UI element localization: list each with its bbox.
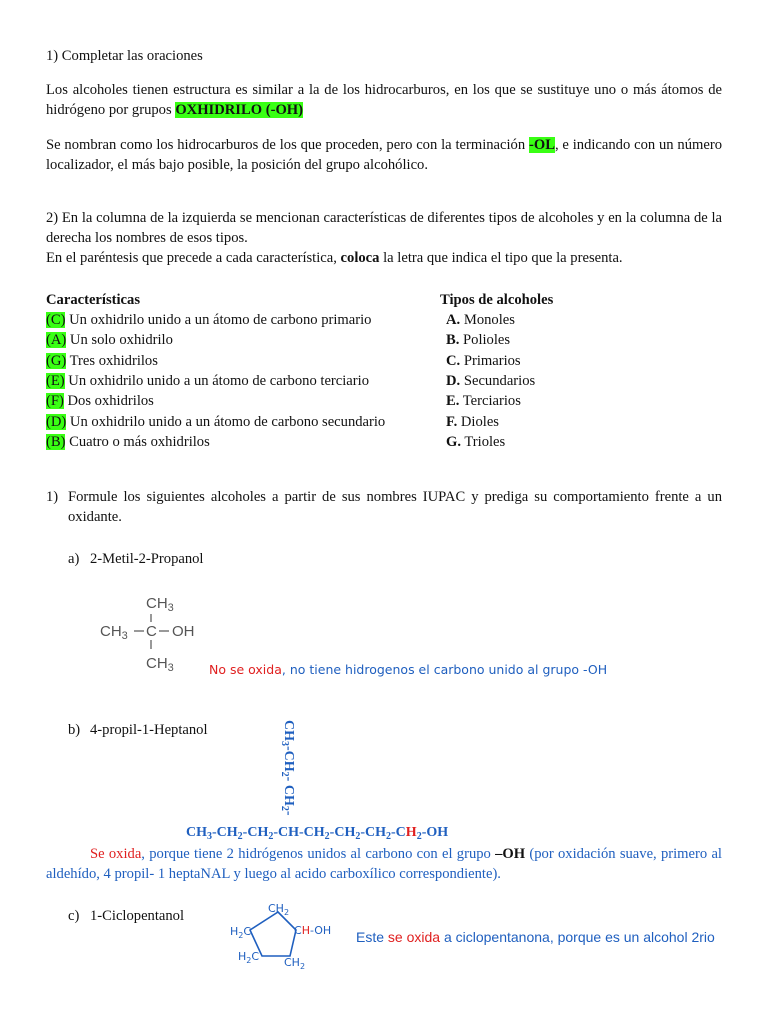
- list-item: (F) Dos oxhidrilos: [46, 393, 154, 409]
- list-item: (E) Un oxhidrilo unido a un átomo de carbono terciario: [46, 373, 370, 389]
- ring-ch2-bottom: $CH_2$: [284, 956, 306, 971]
- ring-h2c-left: $H_2C$: [230, 925, 252, 940]
- section1-paragraph1: [46, 80, 722, 120]
- oh-group: OH: [172, 623, 195, 640]
- list-item: (D) Un oxhidrilo unido a un átomo de carbono secundario: [46, 414, 386, 430]
- cyclopentanol-structure: [226, 898, 346, 972]
- section2-intro: 2) En la columna de la izquierda se mencionan características de diferentes tipos de alcoholes y en la columna de la derecha los nombres de esos tipos.: [46, 210, 722, 246]
- ch3-top: $CH_3$: [146, 595, 174, 614]
- list-item: (A) Un solo oxhidrilo: [46, 332, 173, 348]
- list-item: C. Primarios: [446, 353, 521, 369]
- ring-ch2-top: $CH_2$: [268, 902, 290, 917]
- ol-highlight: -OL: [528, 137, 555, 153]
- list-item: (C) Un oxhidrilo unido a un átomo de carbono primario: [46, 312, 372, 328]
- item-a-label: a): [68, 551, 80, 567]
- list-item: B. Polioles: [446, 332, 511, 348]
- ch3-bottom: $CH_3$: [146, 655, 174, 674]
- ch3-left: $CH_3$: [100, 623, 128, 642]
- p2-after: , e indicando con un número localizador, el más bajo posible, la posición del grupo alcohólico.: [46, 137, 722, 173]
- item-b-name: 4-propil-1-Heptanol: [90, 722, 208, 738]
- propylheptanol-structure: [180, 716, 450, 844]
- characteristics-header: Características: [46, 292, 141, 308]
- oxhidrilo-highlight: OXHIDRILO (-OH): [175, 102, 304, 118]
- ring-h2c-bottom: $H_2C$: [238, 950, 260, 965]
- ring-ch-oh: CH-OH: [294, 924, 332, 937]
- list-item: G. Trioles: [446, 434, 506, 450]
- item-b-answer: Se oxida, porque tiene 2 hidrógenos unidos al carbono con el grupo –OH (por oxidación suave, primero al aldehído, 4 propil- 1 heptaNAL y luego al acido carboxílico correspondiente).: [46, 846, 722, 882]
- types-header: Tipos de alcoholes: [440, 292, 554, 308]
- list-item: E. Terciarios: [446, 393, 521, 409]
- item-c-answer: Este se oxida a ciclopentanona, porque es un alcohol 2rio: [356, 929, 715, 945]
- section2-instruction: En el paréntesis que precede a cada característica, coloca la letra que indica el tipo que la presenta.: [46, 250, 623, 266]
- item-a-answer: No se oxida, no tiene hidrogenos el carbono unido al grupo -OH: [209, 662, 608, 677]
- section3-number: 1): [46, 489, 59, 505]
- list-item: F. Dioles: [446, 414, 499, 430]
- list-item: (G) Tres oxhidrilos: [46, 353, 158, 369]
- tert-butanol-structure: [96, 588, 206, 676]
- list-item: (B) Cuatro o más oxhidrilos: [46, 434, 210, 450]
- list-item: A. Monoles: [446, 312, 515, 328]
- item-a-name: 2-Metil-2-Propanol: [90, 551, 204, 567]
- item-c-name: 1-Ciclopentanol: [90, 908, 185, 924]
- p1-text: Los alcoholes tienen estructura es similar a la de los hidrocarburos, en los que se sustituye uno o más átomos de hidrógeno por grupos: [46, 82, 722, 118]
- section1-paragraph2: [46, 135, 722, 175]
- item-b-label: b): [68, 722, 81, 738]
- item-c-label: c): [68, 908, 80, 924]
- section3-text: Formule los siguientes alcoholes a partir de sus nombres IUPAC y prediga su comportamiento frente a un oxidante.: [68, 489, 722, 525]
- section1-heading: 1) Completar las oraciones: [46, 48, 203, 64]
- p2-before: Se nombran como los hidrocarburos de los que proceden, pero con la terminación: [46, 137, 529, 153]
- list-item: D. Secundarios: [446, 373, 536, 389]
- main-chain: $CH_3-CH_2-CH_2-CH-CH_2-CH_2-CH_2-CH_2-OH$: [186, 825, 449, 842]
- propyl-branch: $CH_3-CH_2-$ $CH_2-$: [279, 720, 296, 816]
- carbon-center: C: [146, 623, 157, 640]
